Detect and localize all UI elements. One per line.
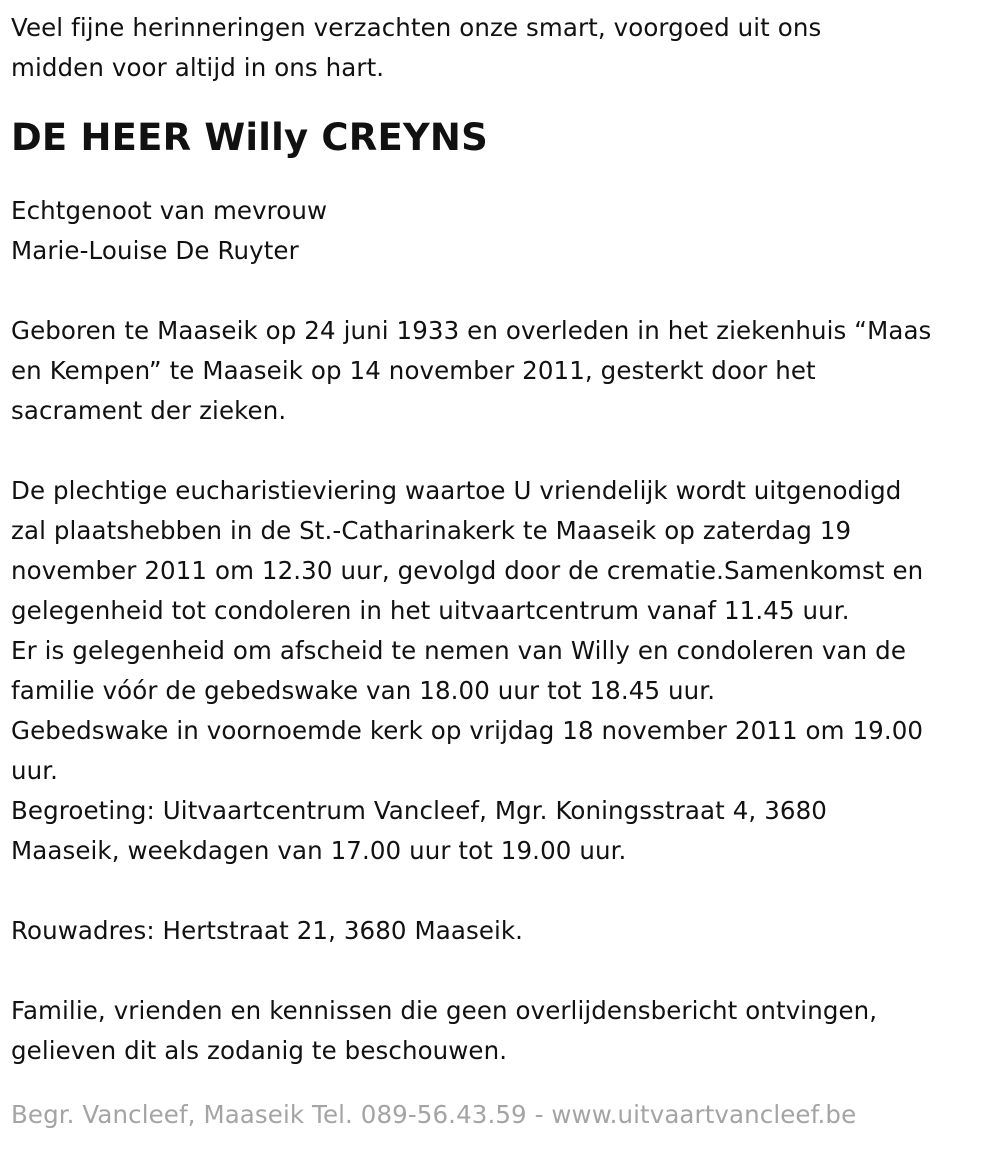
- ceremony-line: november 2011 om 12.30 uur, gevolgd door de crematie.Samenkomst en: [11, 555, 924, 585]
- spacer: [11, 871, 1000, 911]
- ceremony-line: uur.: [11, 755, 59, 785]
- mourning-address: Rouwadres: Hertstraat 21, 3680 Maaseik.: [11, 915, 524, 945]
- funeral-home-footer: Begr. Vancleef, Maaseik Tel. 089-56.43.59 - www.uitvaartvancleef.be: [11, 1100, 857, 1129]
- ceremony-line: De plechtige eucharistieviering waartoe U vriendelijk wordt uitgenodigd: [11, 475, 902, 505]
- ceremony-line: gelegenheid tot condoleren in het uitvaartcentrum vanaf 11.45 uur.: [11, 595, 850, 625]
- notice-line: gelieven dit als zodanig te beschouwen.: [11, 1035, 508, 1065]
- deceased-name: DE HEER Willy CREYNS: [11, 116, 488, 159]
- notice-paragraph: [11, 991, 1000, 1071]
- birth-death-line: en Kempen” te Maaseik op 14 november 2011, gesterkt door het: [11, 355, 816, 385]
- birth-death-line: Geboren te Maaseik op 24 juni 1933 en overleden in het ziekenhuis “Maas: [11, 315, 932, 345]
- spouse-line: Marie-Louise De Ruyter: [11, 235, 299, 265]
- notice-line: Familie, vrienden en kennissen die geen overlijdensbericht ontvingen,: [11, 995, 878, 1025]
- birth-death-paragraph: [11, 311, 1000, 431]
- spacer: [11, 431, 1000, 471]
- ceremony-line: familie vóór de gebedswake van 18.00 uur tot 18.45 uur.: [11, 675, 716, 705]
- spacer: [11, 951, 1000, 991]
- birth-death-line: sacrament der zieken.: [11, 395, 287, 425]
- ceremony-line: Er is gelegenheid om afscheid te nemen van Willy en condoleren van de: [11, 635, 906, 665]
- ceremony-line: Maaseik, weekdagen van 17.00 uur tot 19.00 uur.: [11, 835, 627, 865]
- spouse-line: Echtgenoot van mevrouw: [11, 195, 328, 225]
- ceremony-line: Begroeting: Uitvaartcentrum Vancleef, Mgr. Koningsstraat 4, 3680: [11, 795, 827, 825]
- intro-verse: [11, 8, 1000, 88]
- ceremony-paragraph: [11, 471, 1000, 871]
- ceremony-line: Gebedswake in voornoemde kerk op vrijdag 18 november 2011 om 19.00: [11, 715, 924, 745]
- intro-line: Veel fijne herinneringen verzachten onze smart, voorgoed uit ons: [11, 13, 822, 42]
- spacer: [11, 271, 1000, 311]
- intro-line: midden voor altijd in ons hart.: [11, 53, 385, 82]
- spouse-info: [11, 191, 1000, 271]
- ceremony-line: zal plaatshebben in de St.-Catharinakerk te Maaseik op zaterdag 19: [11, 515, 852, 545]
